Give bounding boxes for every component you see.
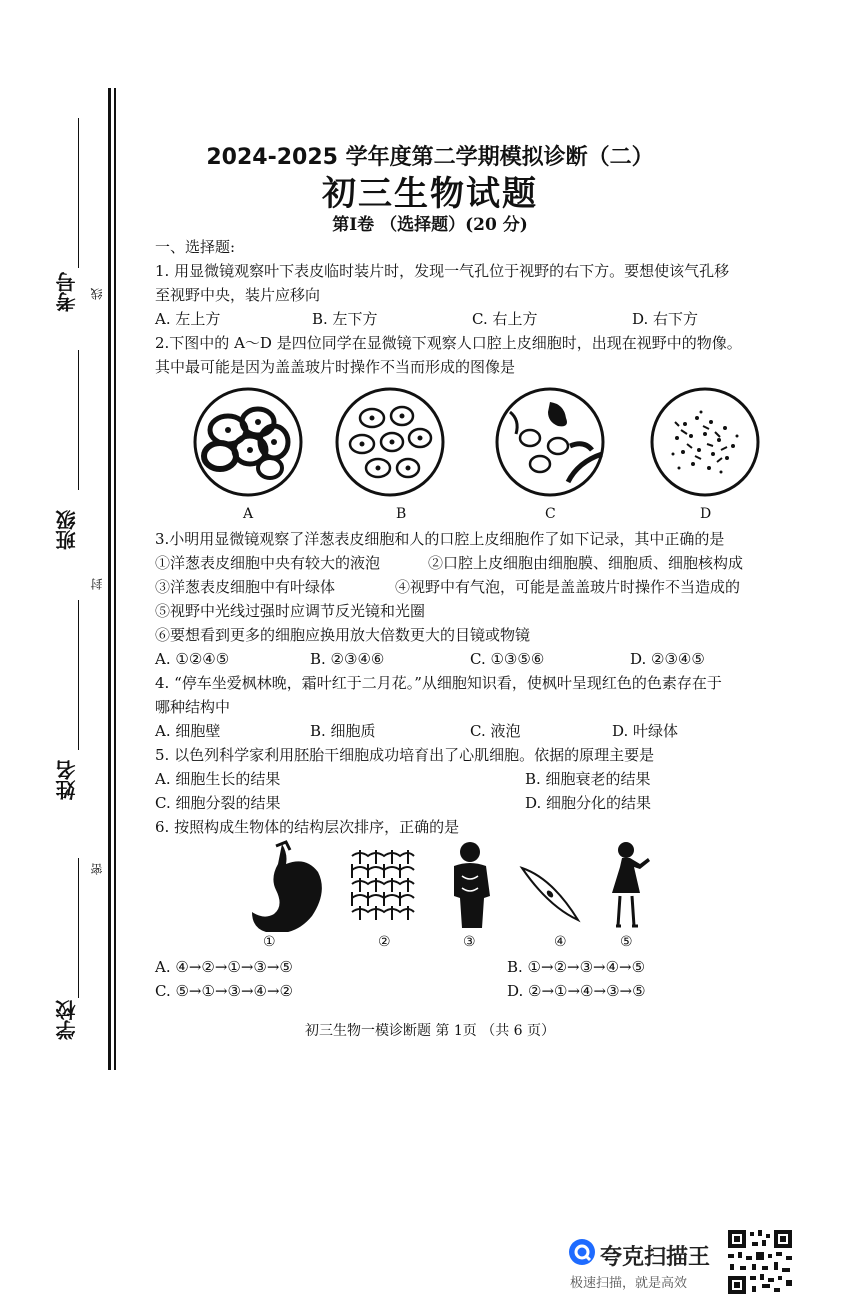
microscope-view-b	[337, 389, 443, 495]
exam-title: 2024-2025 学年度第二学期模拟诊断（二）	[206, 145, 654, 170]
q2-text-2: 其中最可能是因为盖盖玻片时操作不当而形成的图像是	[155, 358, 516, 376]
microscope-view-c	[497, 389, 603, 495]
q4-option-d: D. 叶绿体	[612, 722, 679, 740]
q3-item-6: ⑥要想看到更多的细胞应换用放大倍数更大的目镜或物镜	[155, 626, 531, 644]
q3-option-a: A. ①②④⑤	[155, 650, 230, 668]
q4-text-1: 4. “停车坐爱枫林晚，霜叶红于二月花。”从细胞知识看，使枫叶呈现红色的色素存在于	[155, 674, 722, 692]
q2-microscope-figure	[190, 385, 770, 500]
q5-option-d: D. 细胞分化的结果	[525, 794, 652, 812]
microscope-view-a	[195, 389, 301, 495]
page-footer: 初三生物一模诊断题 第 1页 （共 6 页）	[304, 1023, 556, 1039]
q2-label-d: D	[700, 506, 712, 522]
muscle-cell-icon	[522, 868, 578, 920]
q1-option-d: D. 右下方	[632, 310, 699, 328]
q6-option-b: B. ①→②→③→④→⑤	[507, 958, 646, 976]
q5-option-c: C. 细胞分裂的结果	[155, 794, 281, 812]
q6-option-d: D. ②→①→④→③→⑤	[507, 982, 646, 1000]
q2-label-c: C	[545, 506, 556, 522]
q2-label-a: A	[243, 506, 254, 522]
q3-item-1: ①洋葱表皮细胞中央有较大的液泡	[155, 554, 381, 572]
class-underline	[78, 350, 79, 490]
q4-option-a: A. 细胞壁	[155, 722, 221, 740]
scanner-tagline: 极速扫描，就是高效	[570, 1276, 688, 1291]
q6-structure-figure	[240, 840, 660, 932]
q5-text: 5. 以色列科学家利用胚胎干细胞成功培育出了心肌细胞。依据的原理主要是	[155, 746, 655, 764]
qr-code-icon[interactable]	[726, 1228, 794, 1296]
q6-label-3: ③	[463, 934, 476, 950]
q5-option-a: A. 细胞生长的结果	[155, 770, 281, 788]
exam-no-label: 考号	[55, 272, 79, 312]
secret-mark: 密	[90, 863, 104, 875]
q6-option-c: C. ⑤→①→③→④→②	[155, 982, 293, 1000]
q3-item-4: ④视野中有气泡，可能是盖盖玻片时操作不当造成的	[395, 578, 741, 596]
q1-option-a: A. 左上方	[155, 310, 221, 328]
q3-item-5: ⑤视野中光线过强时应调节反光镜和光圈	[155, 602, 426, 620]
q3-option-d: D. ②③④⑤	[630, 650, 705, 668]
q1-option-c: C. 右上方	[472, 310, 538, 328]
margin-rule-thin	[114, 88, 116, 1070]
school-underline	[78, 858, 79, 998]
q1-text-2: 至视野中央，装片应移向	[155, 286, 321, 304]
q4-option-c: C. 液泡	[470, 722, 521, 740]
subject-title: 初三生物试题	[322, 174, 538, 214]
q4-text-2: 哪种结构中	[155, 698, 231, 716]
human-torso-icon	[454, 842, 490, 928]
q6-text: 6. 按照构成生物体的结构层次排序，正确的是	[155, 818, 460, 836]
scanner-logo-icon	[568, 1238, 596, 1266]
section-title: 第Ⅰ卷 （选择题）(20 分)	[332, 215, 528, 235]
class-label: 班级	[55, 510, 79, 550]
section-label: 一、选择题:	[155, 238, 236, 256]
name-label: 姓名	[55, 760, 79, 800]
q2-text-1: 2.下图中的 A～D 是四位同学在显微镜下观察人口腔上皮细胞时，出现在视野中的物像。	[155, 334, 742, 352]
seal-mark: 封	[90, 578, 104, 590]
scanner-brand: 夸克扫描王	[600, 1245, 711, 1270]
q3-item-3: ③洋葱表皮细胞中有叶绿体	[155, 578, 336, 596]
q6-label-2: ②	[378, 934, 391, 950]
q4-option-b: B. 细胞质	[310, 722, 376, 740]
q6-label-4: ④	[554, 934, 567, 950]
tissue-icon	[352, 848, 414, 920]
q3-item-2: ②口腔上皮细胞由细胞膜、细胞质、细胞核构成	[428, 554, 744, 572]
line-mark: 线	[90, 288, 104, 300]
q3-text: 3.小明用显微镜观察了洋葱表皮细胞和人的口腔上皮细胞作了如下记录，其中正确的是	[155, 530, 725, 548]
q1-option-b: B. 左下方	[312, 310, 378, 328]
q3-option-b: B. ②③④⑥	[310, 650, 385, 668]
person-icon	[612, 842, 650, 926]
school-label: 学校	[55, 1000, 79, 1040]
microscope-view-d	[652, 389, 758, 495]
q6-option-a: A. ④→②→①→③→⑤	[155, 958, 293, 976]
q5-option-b: B. 细胞衰老的结果	[525, 770, 651, 788]
stomach-icon	[252, 842, 322, 932]
q6-label-1: ①	[263, 934, 276, 950]
q2-label-b: B	[396, 506, 407, 522]
q3-option-c: C. ①③⑤⑥	[470, 650, 545, 668]
q1-text-1: 1. 用显微镜观察叶下表皮临时装片时，发现一气孔位于视野的右下方。要想使该气孔移	[155, 262, 730, 280]
name-underline	[78, 600, 79, 750]
q6-label-5: ⑤	[620, 934, 633, 950]
margin-rule-thick	[108, 88, 111, 1070]
